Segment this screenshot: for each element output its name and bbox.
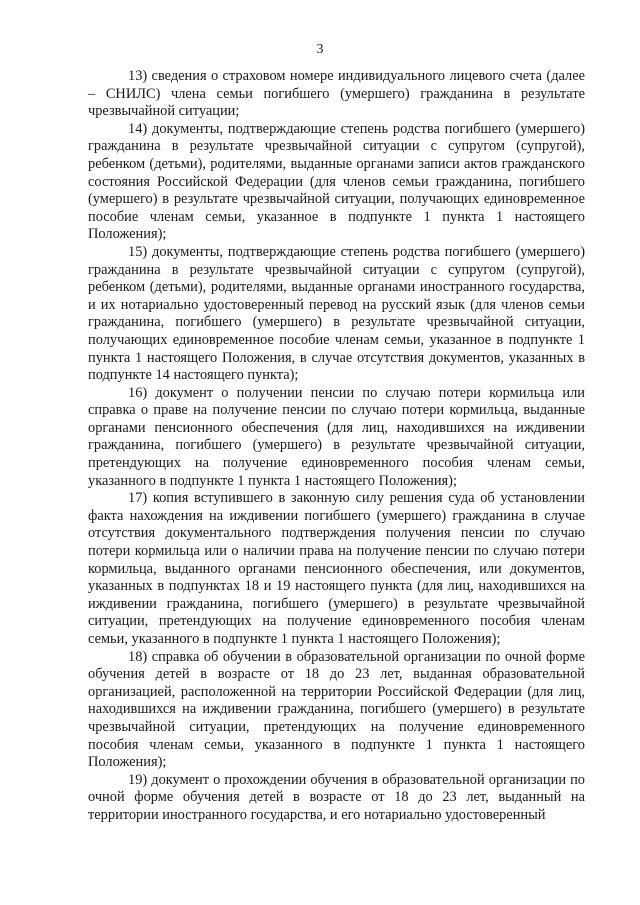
paragraph-13: 13) сведения о страховом номере индивидуального лицевого счета (далее – СНИЛС) члена семьи погибшего (умершего) гражданина в результате чрезвычайной ситуации; (88, 68, 585, 120)
paragraph-17: 17) копия вступившего в законную силу решения суда об установлении факта нахождения на иждивении погибшего (умершего) гражданина в случае отсутствия документального подтверждения получения пенсии по случаю потери кормильца или о наличии права на получение пенсии по случаю потери кормильца, выданного органами пенсионного обеспечения, или документов, указанных в подпунктах 18 и 19 настоящего пункта (для лиц, находившихся на иждивении гражданина, погибшего (умершего) в результате чрезвычайной ситуации, претендующих на получение единовременного пособия членам семьи, указанного в подпункте 1 пункта 1 настоящего Положения); (88, 490, 585, 647)
document-body (88, 68, 585, 825)
paragraph-18: 18) справка об обучении в образовательной организации по очной форме обучения детей в возрасте от 18 до 23 лет, выданная образовательной организацией, расположенной на территории Российской Федерации (для лиц, находившихся на иждивении гражданина, погибшего (умершего) в результате чрезвычайной ситуации, претендующих на получение единовременного пособия членам семьи, указанного в подпункте 1 пункта 1 настоящего Положения); (88, 648, 585, 771)
paragraph-19: 19) документ о прохождении обучения в образовательной организации по очной форме обучения детей в возрасте от 18 до 23 лет, выданный на территории иностранного государства, и его нотариально удостоверенный (88, 771, 585, 823)
page-number: 3 (316, 42, 324, 57)
paragraph-16: 16) документ о получении пенсии по случаю потери кормильца или справка о праве на получение пенсии по случаю потери кормильца, выданные органами пенсионного обеспечения (для лиц, находившихся на иждивении гражданина, погибшего (умершего) в результате чрезвычайной ситуации, претендующих на получение единовременного пособия членам семьи, указанного в подпункте 1 пункта 1 настоящего Положения); (88, 384, 585, 489)
paragraph-14: 14) документы, подтверждающие степень родства погибшего (умершего) гражданина в результате чрезвычайной ситуации с супругом (супругой), ребенком (детьми), родителями, выданные органами записи актов гражданского состояния Российской Федерации (для членов семьи гражданина, погибшего (умершего) в результате чрезвычайной ситуации, получающих единовременное пособие членам семьи, указанное в подпункте 1 пункта 1 настоящего Положения); (88, 120, 585, 243)
paragraph-15: 15) документы, подтверждающие степень родства погибшего (умершего) гражданина в результате чрезвычайной ситуации с супругом (супругой), ребенком (детьми), родителями, выданные органами иностранного государства, и их нотариально удостоверенный перевод на русский язык (для членов семьи гражданина, погибшего (умершего) в результате чрезвычайной ситуации, получающих единовременное пособие членам семьи, указанное в подпункте 1 пункта 1 настоящего Положения, в случае отсутствия документов, указанных в подпункте 14 настоящего пункта); (88, 243, 585, 384)
